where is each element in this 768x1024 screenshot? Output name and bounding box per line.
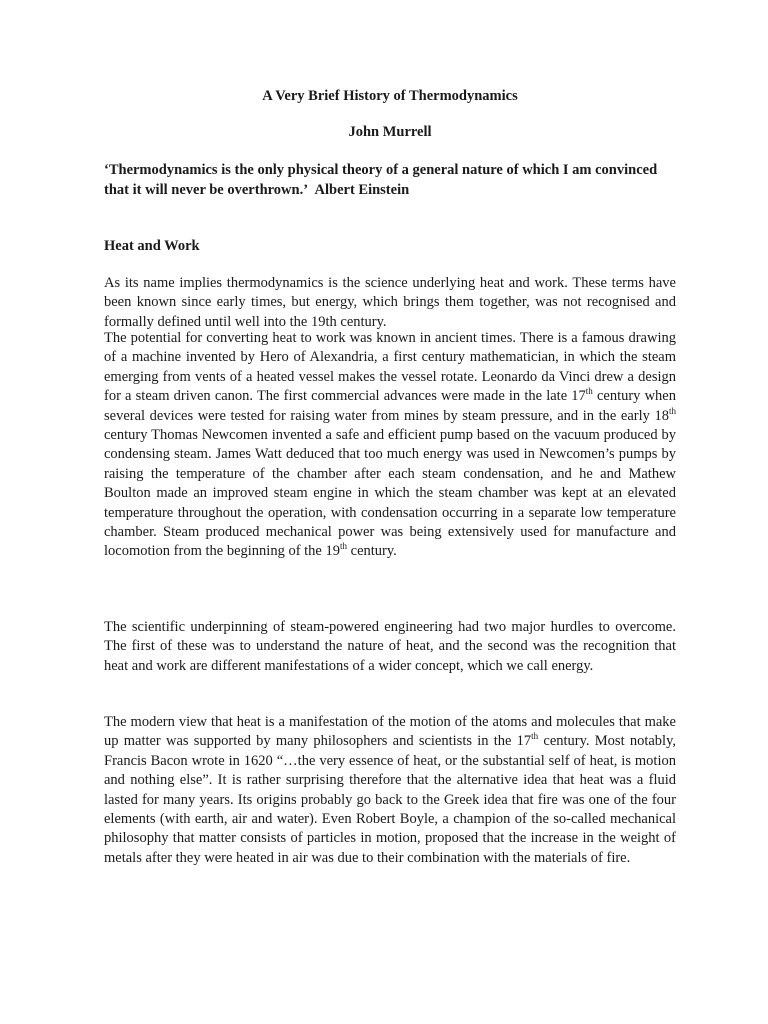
paragraph-2-text: The potential for converting heat to work was known in ancient times. There is a famous drawing of a machine invented by Hero of Alexandria, a first century mathematician, in which the steam emerging from vents of a heated vessel makes the vessel rotate. Leonardo da Vinci drew a design for a steam driven canon. The first commercial advances were made in the late 17 [104,330,676,405]
ordinal-superscript: th [340,541,348,552]
quote-text: ‘Thermodynamics is the only physical theory of a general nature of which I am convinced that it will never be overthrown.’ [104,162,658,198]
ordinal-superscript: th [668,405,676,416]
ordinal-superscript: th [585,386,593,397]
paragraph-4 [104,713,676,868]
paragraph-2-text: century when several devices were tested for raising water from mines by steam pressure, and in the early 18 [104,388,676,424]
paragraph-4-text: century. Most notably, Francis Bacon wrote in 1620 “…the very essence of heat, or the substantial self of heat, is motion and nothing else”. It is rather surprising therefore that the alternative idea that heat was a fluid lasted for many years. Its origins probably go back to the Greek idea that fire was one of the four elements (with earth, air and water). Even Robert Boyle, a champion of the so-called mechanical philosophy that matter consists of particles in motion, proposed that the increase in the weight of metals after they were heated in air was due to their combination with the materials of fire. [104,733,676,866]
ordinal-superscript: th [531,731,539,742]
epigraph-quote [104,160,676,200]
paragraph-2-text: century. [347,543,397,560]
document-author: John Murrell [348,124,432,140]
paragraph-3: The scientific underpinning of steam-powered engineering had two major hurdles to overcome. The first of these was to understand the nature of heat, and the second was the recognition that heat and work are different manifestations of a wider concept, which we call energy. [104,619,676,674]
paragraph-1: As its name implies thermodynamics is the science underlying heat and work. These terms have been known since early times, but energy, which brings them together, was not recognised and formally defined until well into the 19th century. [104,275,676,330]
paragraph-4-text: The modern view that heat is a manifestation of the motion of the atoms and molecules that make up matter was supported by many philosophers and scientists in the 17 [104,714,676,750]
paragraph-2-text: century Thomas Newcomen invented a safe and efficient pump based on the vacuum produced by condensing steam. James Watt deduced that too much energy was used in Newcomen’s pumps by raising the temperature of the chamber after each steam condensation, and he and Mathew Boulton made an improved steam engine in which the steam chamber was kept at an elevated temperature throughout the operation, with condensation occurring in a separate low temperature chamber. Steam produced mechanical power was being extensively used for manufacture and locomotion from the beginning of the 19 [104,427,676,560]
paragraph-2 [104,329,676,562]
section-heading: Heat and Work [104,238,200,254]
document-page [104,0,676,1024]
quote-attribution: Albert Einstein [314,182,410,198]
document-title: A Very Brief History of Thermodynamics [262,88,518,104]
